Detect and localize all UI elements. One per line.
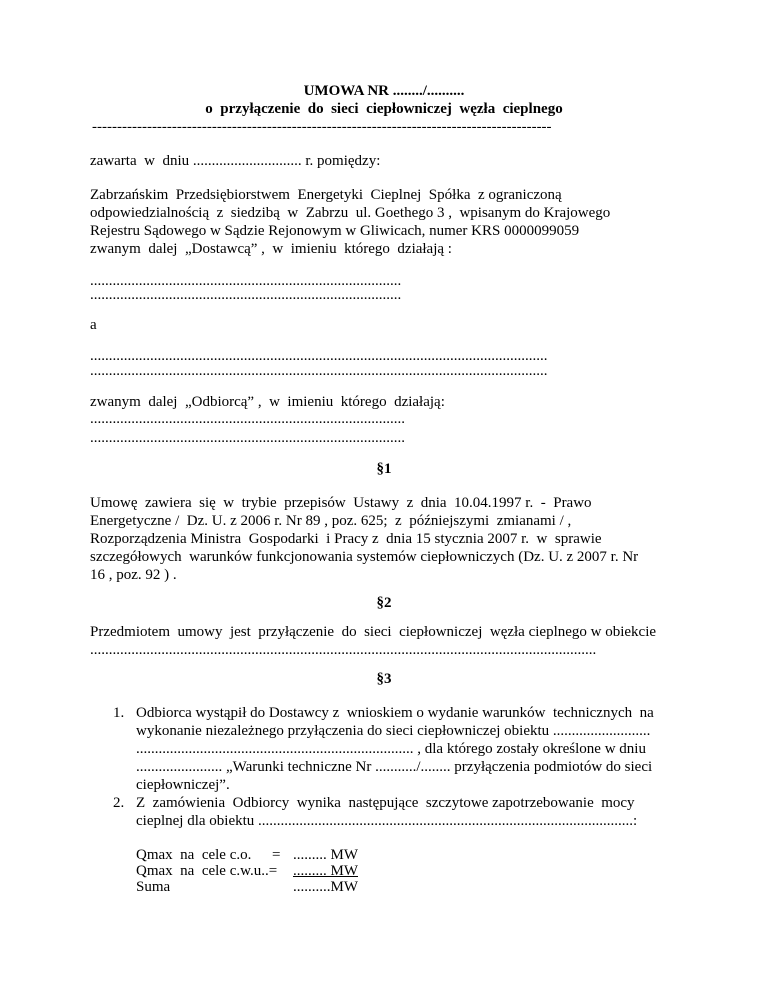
section-3-heading: §3 (376, 671, 392, 687)
recipient-blank: .......................................................................................................................... (90, 363, 548, 379)
section-2-line: Przedmiotem umowy jest przyłączenie do sieci ciepłowniczej węzła cieplnego w obiekcie (90, 624, 657, 640)
power-value: ......... MW (293, 847, 358, 863)
item-1-line: ....................... „Warunki techniczne Nr .........../........ przyłączenia podmiotów do sieci (136, 759, 653, 775)
contract-subtitle: o przyłączenie do sieci ciepłowniczej węzła cieplnego (205, 101, 563, 117)
recipient-rep-blank: .................................................................................... (90, 430, 405, 446)
power-sum-value: ..........MW (293, 879, 358, 895)
power-sum-label: Suma (136, 879, 171, 895)
recipient-intro: zwanym dalej „Odbiorcą” , w imieniu którego działają: (90, 394, 445, 410)
power-value: ......... MW (293, 863, 358, 879)
and-word: a (90, 317, 97, 333)
supplier-line: zwanym dalej „Dostawcą” , w imieniu którego działają : (90, 241, 452, 257)
item-1-line: .......................................................................... , dla którego zostały określone w dniu (136, 741, 646, 757)
recipient-blank: .......................................................................................................................... (90, 348, 548, 364)
section-1-heading: §1 (376, 461, 392, 477)
recipient-rep-blank: .................................................................................... (90, 411, 405, 427)
section-1-line: 16 , poz. 92 ) . (90, 567, 177, 583)
section-1-line: Energetyczne / Dz. U. z 2006 r. Nr 89 , poz. 625; z późniejszymi zmianami / , (90, 513, 572, 529)
date-line: zawarta w dniu ............................. r. pomiędzy: (90, 153, 381, 169)
contract-title: UMOWA NR ......../.......... (303, 83, 465, 99)
section-1-line: Umowę zawiera się w trybie przepisów Ustawy z dnia 10.04.1997 r. - Prawo (90, 495, 592, 511)
item-1-line: ciepłowniczej”. (136, 777, 230, 793)
item-1-line: wykonanie niezależnego przyłączenia do sieci ciepłowniczej obiektu .......................... (136, 723, 651, 739)
item-2-line: Z zamówienia Odbiorcy wynika następujące szczytowe zapotrzebowanie mocy (136, 795, 635, 811)
power-label: Qmax na cele c.w.u..= (136, 863, 278, 879)
supplier-line: Zabrzańskim Przedsiębiorstwem Energetyki Cieplnej Spółka z ograniczoną (90, 187, 562, 203)
supplier-line: odpowiedzialnością z siedzibą w Zabrzu ul. Goethego 3 , wpisanym do Krajowego (90, 205, 611, 221)
item-1-line: Odbiorca wystąpił do Dostawcy z wnioskiem o wydanie warunków technicznych na (136, 705, 654, 721)
section-2-line: ....................................................................................................................................... (90, 642, 597, 658)
supplier-rep-blank: ................................................................................... (90, 273, 402, 289)
item-2-line: cieplnej dla obiektu ....................................................................................................: (136, 813, 638, 829)
section-1-line: Rozporządzenia Ministra Gospodarki i Pracy z dnia 15 stycznia 2007 r. w sprawie (90, 531, 602, 547)
supplier-line: Rejestru Sądowego w Sądzie Rejonowym w Gliwicach, numer KRS 0000099059 (90, 223, 580, 239)
supplier-rep-blank: ................................................................................... (90, 287, 402, 303)
section-1-line: szczegółowych warunków funkcjonowania systemów ciepłowniczych (Dz. U. z 2007 r. Nr (90, 549, 639, 565)
section-2-heading: §2 (376, 595, 392, 611)
header-separator: -------------------------------------------------------------------------------------------- (92, 119, 552, 135)
power-label: Qmax na cele c.o. (136, 847, 252, 863)
list-number: 1. (113, 705, 125, 721)
power-equals: = (272, 847, 281, 863)
list-number: 2. (113, 795, 125, 811)
